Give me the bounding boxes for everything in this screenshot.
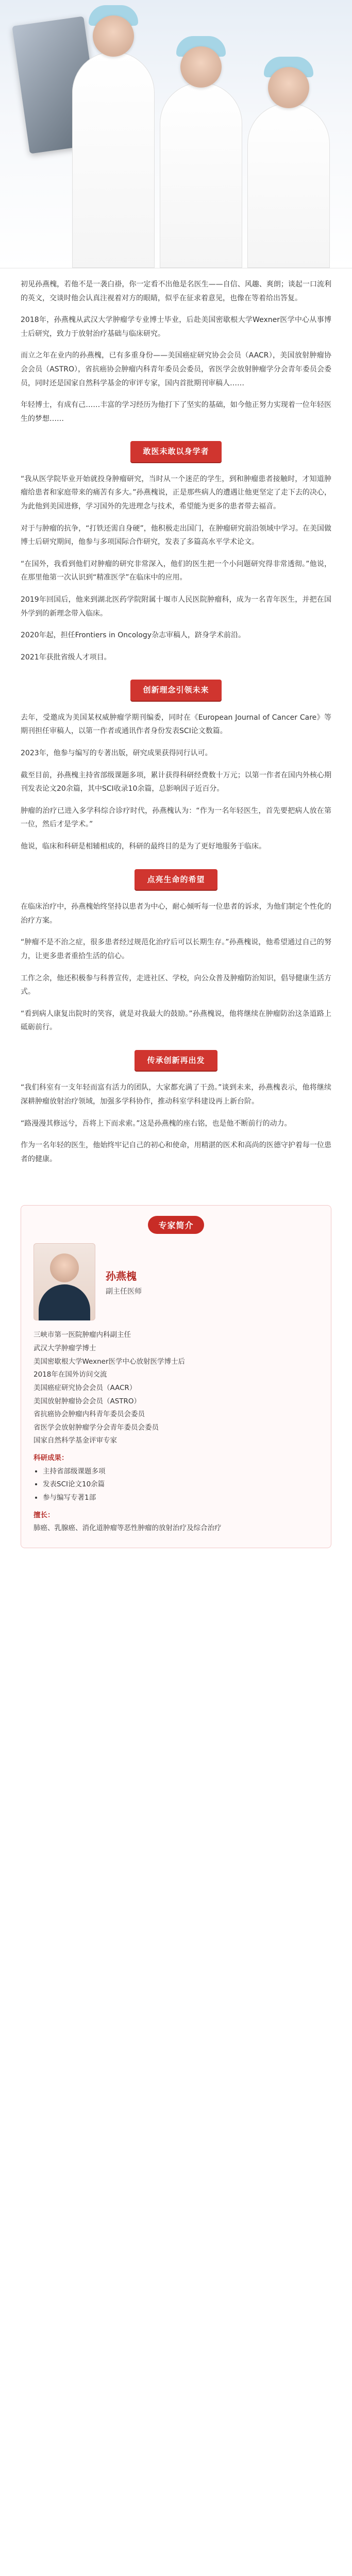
section-paragraph: “我从医学院毕业开始就投身肿瘤研究，当时从一个迷茫的学生，到和肿瘤患者接触时，才知道肿瘤给患者和家庭带来的痛苦有多大。”孙燕槐说，正是那些病人的遭遇让他更坚定了走下去的决心，为此他到美国进修，学习国外的先进理念与技术，希望能为更多的患者带去福音。 [21,474,331,511]
expert-line: 美国密歇根大学Wexner医学中心放射医学博士后 [33,1357,186,1366]
section-title: 创新理念引领未来 [130,680,221,701]
section-paragraph: 他说，临床和科研是相辅相成的，科研的最终目的是为了更好地服务于临床。 [21,842,266,851]
expert-badge: 专家简介 [148,1216,204,1234]
intro-paragraph: 年轻博士，有成有己……丰富的学习经历为他打下了坚实的基础，如今他正努力实现着一位年轻医生的梦想…… [21,401,331,423]
expert-details [33,1329,319,1535]
section-paragraph: 2019年回国后，他来到湖北医药学院附属十堰市人民医院肿瘤科，成为一名青年医生，并把在国外学到的新理念带入临床。 [21,596,331,618]
section-header [21,869,331,890]
specialty-text: 肺癌、乳腺癌、消化道肿瘤等恶性肿瘤的放射治疗及综合治疗 [33,1524,222,1533]
section-header [21,680,331,701]
section-paragraph: 2021年获批省级人才项目。 [21,653,111,662]
intro-paragraph: 而立之年在业内的孙燕槐，已有多重身份——美国癌症研究协会会员（AACR），美国放射肿瘤协会会员（ASTRO），省抗癌协会肿瘤内科青年委员会委员，省医学会放射肿瘤学分会青年委员会委员，同时还是国家自然科学基金的审评专家，国内首批期刊审稿人…… [21,351,331,387]
section-header [21,1050,331,1071]
expert-line: 国家自然科学基金评审专家 [33,1436,117,1445]
section-paragraph: 作为一名年轻的医生，他始终牢记自己的初心和使命，用精湛的医术和高尚的医德守护着每一位患者的健康。 [21,1141,331,1163]
nurse-figure-2 [247,103,330,268]
expert-line: 美国放射肿瘤协会会员（ASTRO） [33,1397,141,1405]
expert-line: 省医学会放射肿瘤学分会青年委员会委员 [33,1423,159,1432]
section-title: 敢医未敢以身学者 [130,441,221,462]
section-paragraph: 在临床治疗中，孙燕槐始终坚持以患者为中心，耐心倾听每一位患者的诉求，为他们制定个性化的治疗方案。 [21,903,331,925]
section-paragraph: “看到病人康复出院时的笑容，就是对我最大的鼓励。”孙燕槐说，他将继续在肿瘤防治这条道路上砥砺前行。 [21,1009,331,1032]
nurse-head [180,46,222,88]
expert-line: 美国癌症研究协会会员（AACR） [33,1383,137,1392]
expert-top [33,1243,319,1320]
expert-name-block [106,1268,142,1296]
honors-label: 科研成果： [33,1454,69,1463]
section-title: 点亮生命的希望 [135,869,217,890]
section-paragraph: 2020年起，担任Frontiers in Oncology杂志审稿人，跻身学术前沿。 [21,631,246,640]
honor-item: • 发表SCI论文10余篇 [43,1478,319,1492]
hero-image [0,0,352,268]
expert-line: 省抗癌协会肿瘤内科青年委员会委员 [33,1410,145,1419]
nurse-head-2 [268,67,309,108]
section-paragraph: 肿瘤的治疗已进入多学科综合诊疗时代，孙燕槐认为：“作为一名年轻医生，首先要把病人放在第一位，然后才是学术。” [21,806,331,829]
article-content [0,268,352,1190]
expert-name: 孙燕槐 [106,1269,137,1282]
expert-line: 武汉大学肿瘤学博士 [33,1344,96,1352]
expert-title: 副主任医师 [106,1287,142,1296]
section-paragraph: “肿瘤不是不治之症，很多患者经过规范化治疗后可以长期生存。”孙燕槐说，他希望通过自己的努力，让更多患者重拾生活的信心。 [21,938,331,960]
section-paragraph: 截至目前，孙燕槐主持省部级课题多项，累计获得科研经费数十万元；以第一作者在国内外核心期刊发表论文20余篇，其中SCI收录10余篇，总影响因子近百分。 [21,771,331,793]
doctor-figure [72,52,155,268]
section-paragraph: “路漫漫其修远兮，吾将上下而求索。”这是孙燕槐的座右铭，也是他不断前行的动力。 [21,1119,292,1128]
expert-line: 2018年在国外访问交流 [33,1370,107,1379]
intro-paragraph: 初见孙燕槐，若他不是一袭白褂，你一定看不出他是名医生——自信、风趣、爽朗；谈起一口流利的英文，交谈时他会认真注视着对方的眼睛，似乎在征求着意见，也像在等着给出答复。 [21,280,331,302]
expert-portrait [33,1243,95,1320]
specialty-label: 擅长： [33,1511,55,1519]
section-title: 传承创新再出发 [135,1050,217,1071]
honors-list [33,1465,319,1505]
honor-item: • 主持省部级课题多项 [43,1465,319,1479]
expert-header [33,1216,319,1234]
section-paragraph: 对于与肿瘤的抗争，“打铁还需自身硬”，他积极走出国门，在肿瘤研究前沿领域中学习。在美国做博士后研究期间，他参与多项国际合作研究，发表了多篇高水平学术论文。 [21,524,331,547]
section-paragraph: 2023年，他参与编写的专著出版，研究成果获得同行认可。 [21,749,212,758]
section-paragraph: 去年，受邀成为美国某权威肿瘤学期刊编委，同时在《European Journal of Cancer Care》等期刊担任审稿人，以第一作者或通讯作者身份发表SCI论文数篇。 [21,713,331,736]
doctor-head [93,15,134,57]
intro-paragraph: 2018年，孙燕槐从武汉大学肿瘤学专业博士毕业，后赴美国密歇根大学Wexner医学中心从事博士后研究，致力于放射治疗基础与临床研究。 [21,316,331,338]
honor-item: • 参与编写专著1部 [43,1492,319,1505]
section-header [21,441,331,462]
expert-profile-card [21,1205,331,1548]
section-paragraph: “在国外，我看到他们对肿瘤的研究非常深入，他们的医生把一个小问题研究得非常透彻。”他说，在那里他第一次认识到“精准医学”在临床中的应用。 [21,560,331,582]
expert-line: 三峡市第一医院肿瘤内科副主任 [33,1331,131,1340]
section-paragraph: “我们科室有一支年轻而富有活力的团队，大家都充满了干劲。”谈到未来，孙燕槐表示，他将继续深耕肿瘤放射治疗领域，加强多学科协作，推动科室学科建设再上新台阶。 [21,1083,331,1106]
section-paragraph: 工作之余，他还积极参与科普宣传，走进社区、学校，向公众普及肿瘤防治知识，倡导健康生活方式。 [21,974,331,996]
nurse-figure [160,82,242,268]
